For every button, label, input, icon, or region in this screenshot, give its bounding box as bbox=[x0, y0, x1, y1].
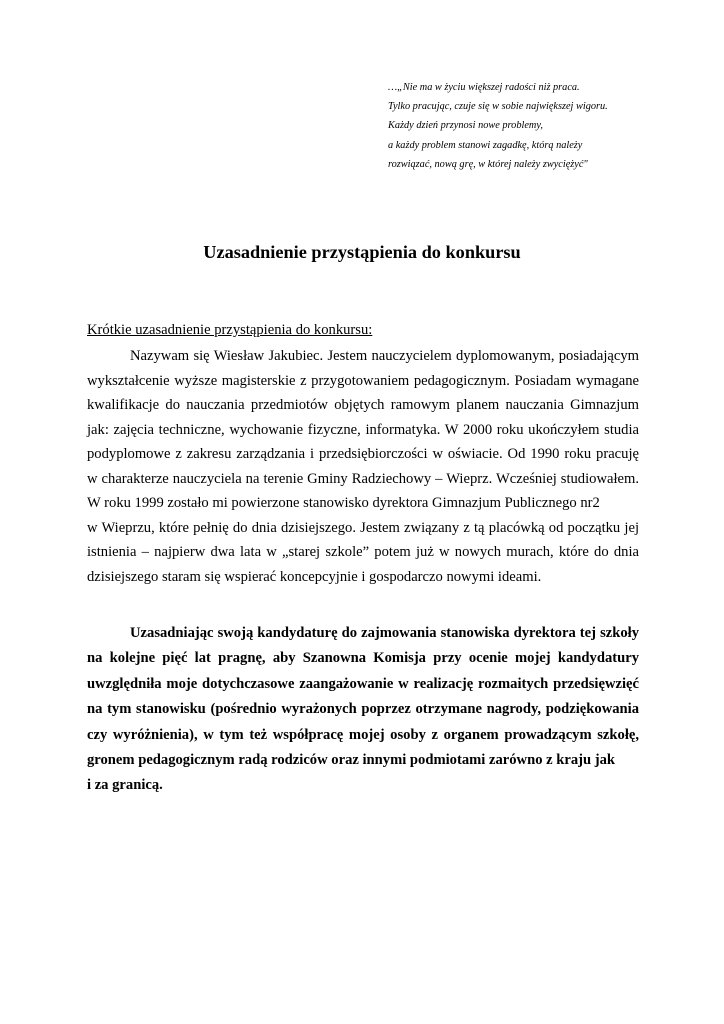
document-title: Uzasadnienie przystąpienia do konkursu bbox=[203, 242, 521, 262]
paragraph-line: podyplomowe z zakresu zarządzania i przedsiębiorczości w oświacie. Od 1990 roku pracuję bbox=[87, 446, 639, 462]
paragraph-line: dzisiejszego staram się wspierać koncepcyjnie i gospodarczo nowymi ideami. bbox=[87, 568, 542, 585]
paragraph-line: wykształcenie wyższe magisterskie z przygotowaniem pedagogicznym. Posiadam wymagane bbox=[87, 372, 639, 389]
paragraph-line: Nazywam się Wiesław Jakubiec. Jestem nauczycielem dyplomowanym, posiadającym bbox=[130, 348, 639, 364]
paragraph-line: Uzasadniając swoją kandydaturę do zajmowania stanowiska dyrektora tej szkoły bbox=[130, 625, 639, 641]
paragraph-line: w Wieprzu, które pełnię do dnia dzisiejszego. Jestem związany z tą placówką od początku jej bbox=[87, 519, 639, 536]
paragraph-line: w charakterze nauczyciela na terenie Gminy Radziechowy – Wieprz. Wcześniej studiowałem. bbox=[87, 470, 639, 487]
paragraph-line: W roku 1999 zostało mi powierzone stanowisko dyrektora Gimnazjum Publicznego nr2 bbox=[87, 495, 600, 511]
epigraph-line: rozwiązać, nową grę, w której należy zwyciężyć" bbox=[388, 158, 588, 170]
paragraph-candidacy bbox=[87, 621, 639, 799]
epigraph-quote bbox=[388, 78, 708, 174]
paragraph-line: uwzględniła moje dotychczasowe zaangażowanie w realizację rozmaitych przedsięwzięć bbox=[87, 675, 639, 692]
epigraph-line: Tylko pracując, czuje się w sobie największej wigoru. bbox=[388, 101, 608, 113]
paragraph-line: na kolejne pięć lat pragnę, aby Szanowna Komisja przy ocenie mojej kandydatury bbox=[87, 650, 639, 667]
paragraph-line: gronem pedagogicznym radą rodziców oraz innymi podmiotami zarówno z kraju jak bbox=[87, 751, 616, 768]
epigraph-line: a każdy problem stanowi zagadkę, którą należy bbox=[388, 139, 583, 151]
paragraph-line: i za granicą. bbox=[87, 777, 163, 794]
epigraph-line: Każdy dzień przynosi nowe problemy, bbox=[388, 120, 543, 132]
paragraph-line: istnienia – najpierw dwa lata w „starej szkole” potem już w nowych murach, które do dnia bbox=[87, 544, 639, 560]
epigraph-line: …„Nie ma w życiu większej radości niż praca. bbox=[388, 82, 580, 93]
paragraph-line: czy wyróżnienia), w tym też współpracę mojej osoby z organem prowadzącym szkołę, bbox=[87, 726, 639, 743]
paragraph-line: jak: zajęcia techniczne, wychowanie fizyczne, informatyka. W 2000 roku ukończyłem studia bbox=[87, 421, 639, 438]
paragraph-line: kwalifikacje do nauczania przedmiotów objętych ramowym planem nauczania Gimnazjum bbox=[87, 397, 639, 413]
paragraph-introduction bbox=[87, 344, 639, 589]
section-heading: Krótkie uzasadnienie przystąpienia do konkursu: bbox=[87, 322, 373, 338]
paragraph-line: na tym stanowisku (pośrednio wyrażonych poprzez otrzymane nagrody, podziękowania bbox=[87, 701, 639, 718]
